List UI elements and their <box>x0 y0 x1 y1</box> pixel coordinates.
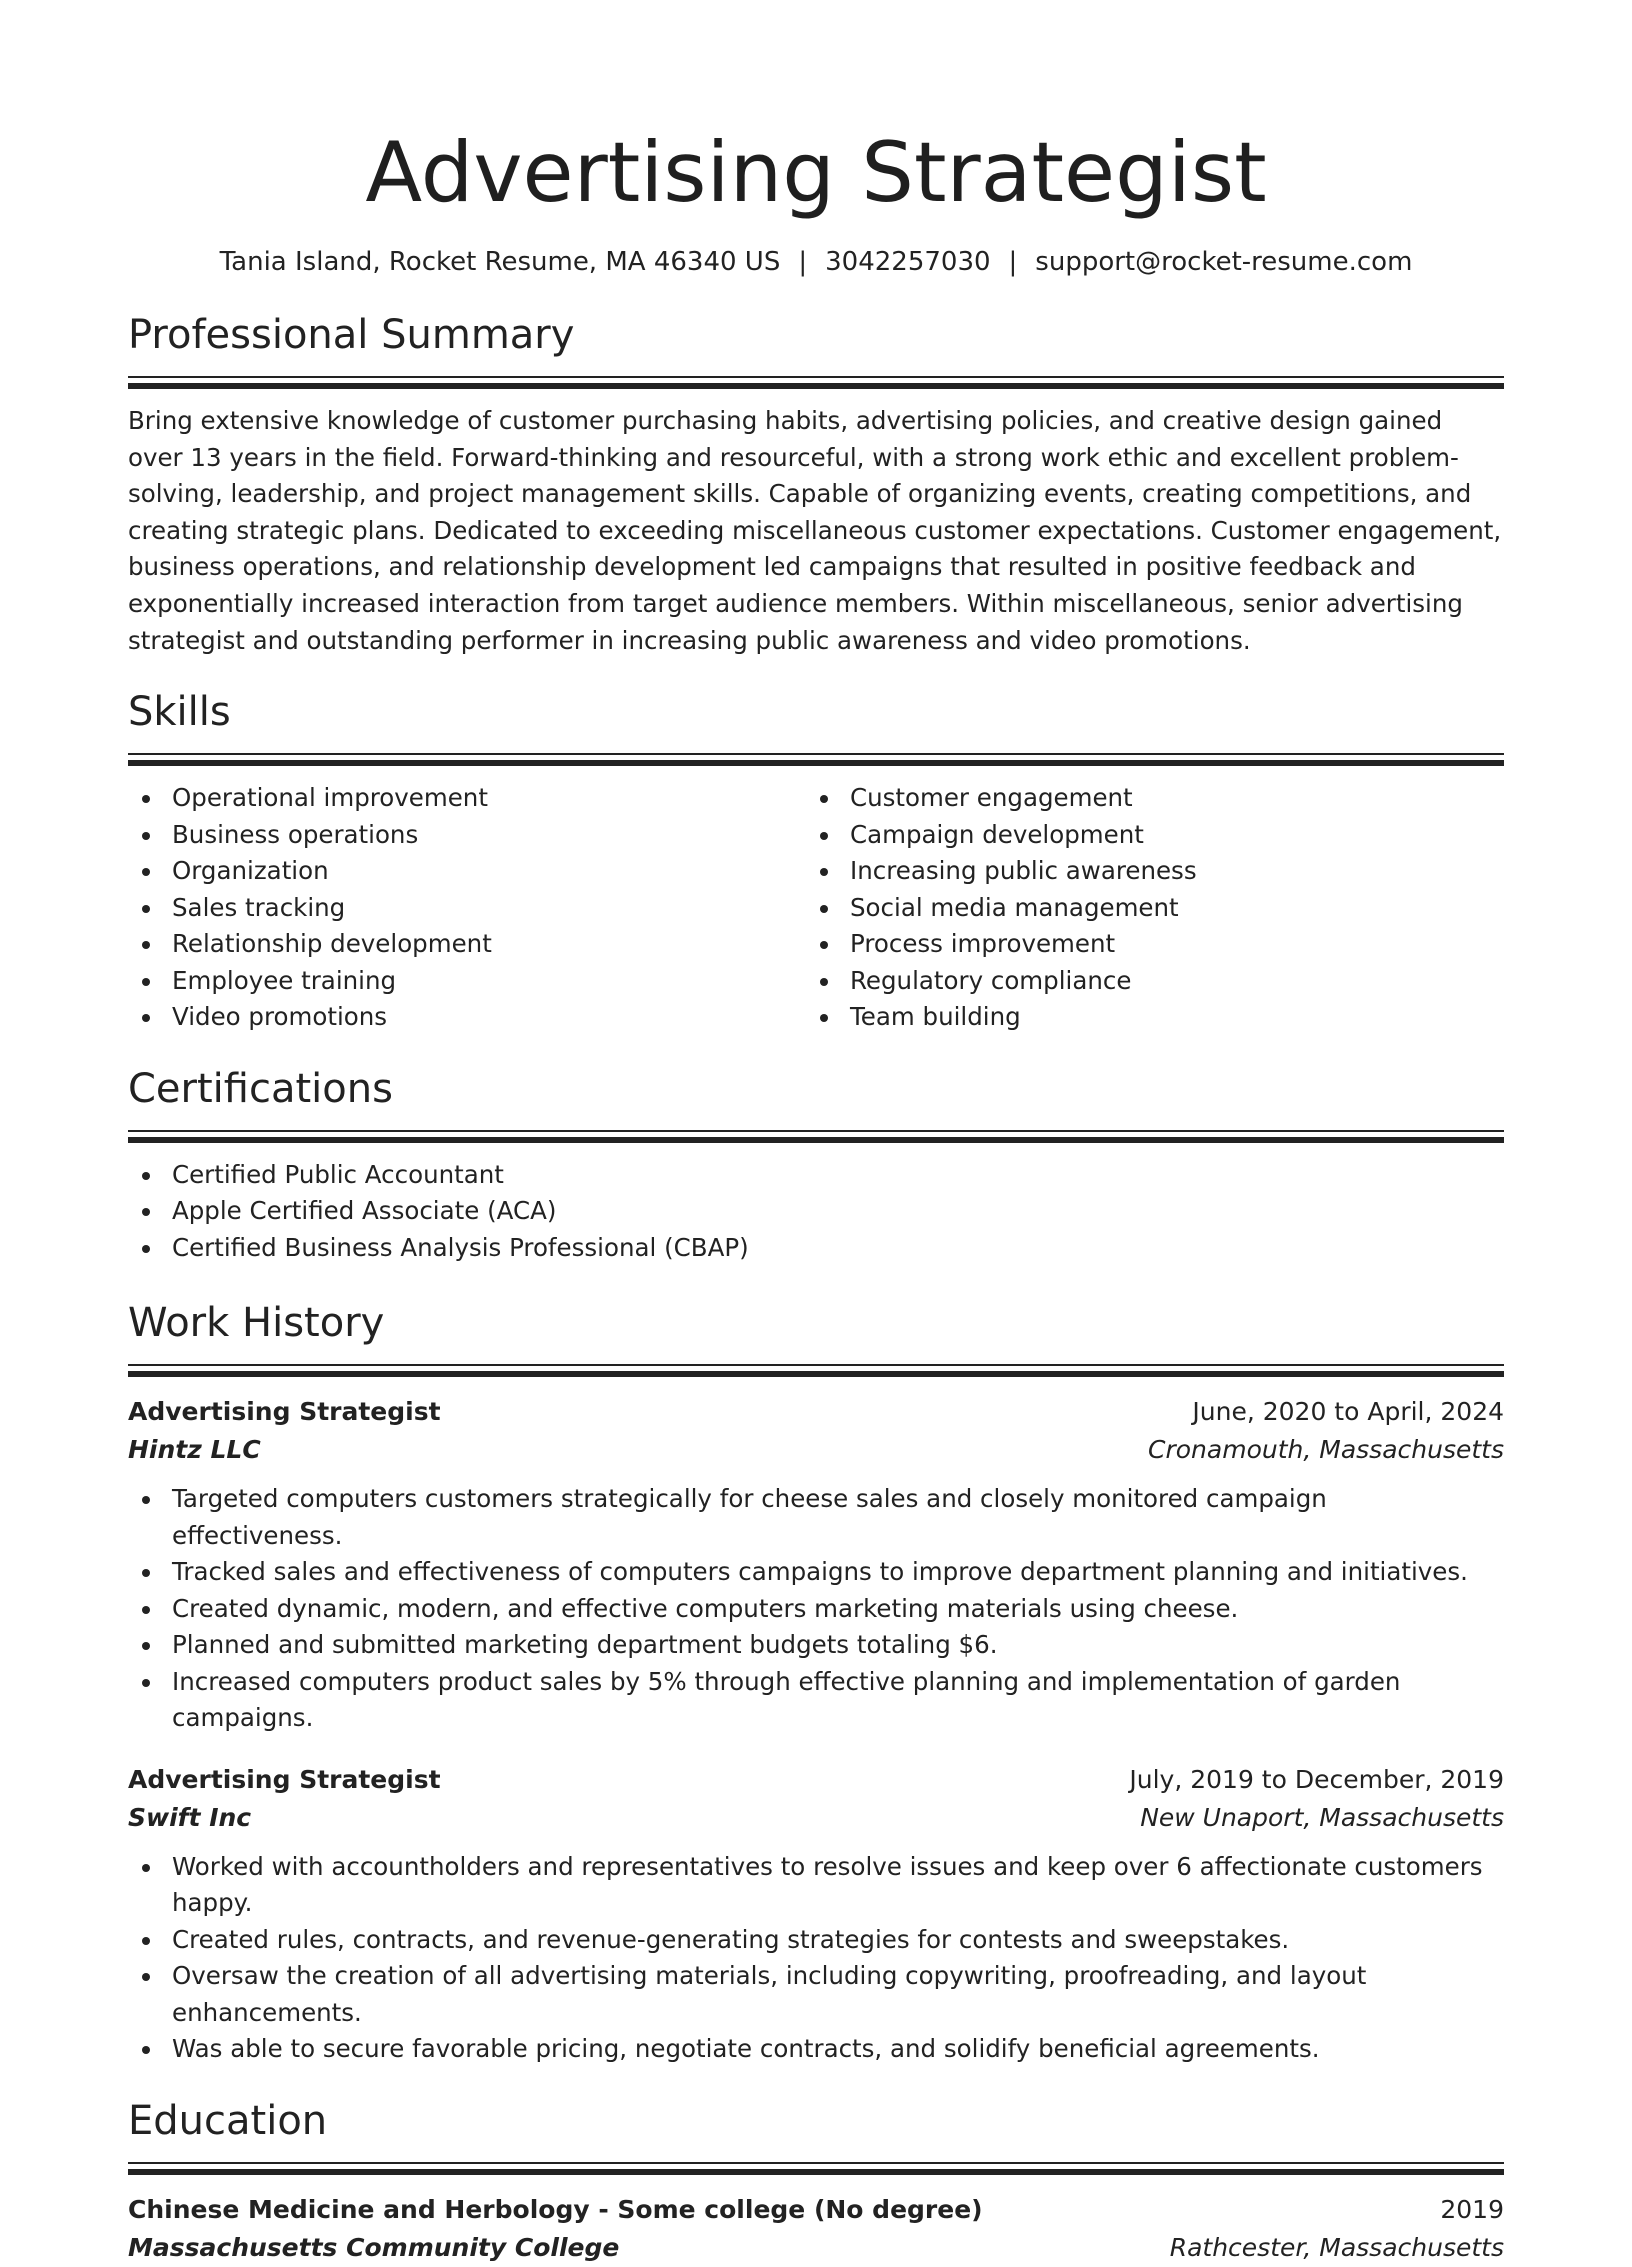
resume-title: Advertising Strategist <box>365 124 1267 221</box>
skill-item: Sales tracking <box>128 890 806 927</box>
skill-item: Video promotions <box>128 999 806 1036</box>
summary-text: Bring extensive knowledge of customer purchasing habits, advertising policies, and creative design gained over 13 years in the field. Forward-thinking and resourceful, with a strong work ethic and excellent problem-solving, leadership, and project management skills. Capable of organizing events, creating competitions, and creating strategic plans. Dedicated to exceeding miscellaneous customer expectations. Customer engagement, business operations, and relationship development led campaigns that resulted in positive feedback and exponentially increased interaction from target audience members. Within miscellaneous, senior advertising strategist and outstanding performer in increasing public awareness and video promotions. <box>128 406 1502 655</box>
section-divider <box>128 376 1504 389</box>
certification-item: Apple Certified Associate (ACA) <box>128 1193 1504 1230</box>
contact-line <box>128 242 1504 282</box>
job-bullet: Oversaw the creation of all advertising materials, including copywriting, proofreading, and layout enhancements. <box>128 1958 1504 2031</box>
skill-item: Team building <box>806 999 1484 1036</box>
resume-page <box>128 0 1504 2267</box>
education-entry <box>128 2191 1504 2267</box>
section-divider <box>128 753 1504 766</box>
skills-column-right <box>806 780 1484 1036</box>
section-divider <box>128 1364 1504 1377</box>
contact-phone: 3042257030 <box>825 247 991 277</box>
job-dates: July, 2019 to December, 2019 <box>1129 1764 1504 1794</box>
job-bullet: Created rules, contracts, and revenue-generating strategies for contests and sweepstakes. <box>128 1922 1504 1959</box>
skills-column-left <box>128 780 806 1036</box>
contact-separator: | <box>798 247 808 277</box>
job-bullets <box>128 1849 1504 2068</box>
education-location: Rathcester, Massachusetts <box>1169 2232 1504 2262</box>
skill-item: Customer engagement <box>806 780 1484 817</box>
education-header <box>128 2191 1504 2229</box>
job-location: New Unaport, Massachusetts <box>1140 1802 1504 1832</box>
job-header <box>128 1761 1504 1799</box>
job-bullets <box>128 1481 1504 1737</box>
job-entry <box>128 1761 1504 2068</box>
skills-list <box>128 780 1504 1036</box>
job-bullet: Worked with accountholders and representatives to resolve issues and keep over 6 affectionate customers happy. <box>128 1849 1504 1922</box>
job-subheader <box>128 1799 1504 1837</box>
job-bullet: Tracked sales and effectiveness of computers campaigns to improve department planning and initiatives. <box>128 1554 1504 1591</box>
job-title: Advertising Strategist <box>128 1764 441 1794</box>
work-history-heading: Work History <box>128 1300 385 1347</box>
skill-item: Regulatory compliance <box>806 963 1484 1000</box>
job-location: Cronamouth, Massachusetts <box>1148 1435 1504 1465</box>
contact-email: support@rocket-resume.com <box>1035 247 1413 277</box>
job-company: Hintz LLC <box>128 1435 261 1465</box>
skill-item: Increasing public awareness <box>806 853 1484 890</box>
contact-separator: | <box>1008 247 1018 277</box>
certifications-heading: Certifications <box>128 1065 393 1112</box>
section-divider <box>128 2162 1504 2175</box>
skill-item: Process improvement <box>806 926 1484 963</box>
education-degree: Chinese Medicine and Herbology - Some college (No degree) <box>128 2194 983 2224</box>
education-year: 2019 <box>1440 2194 1504 2224</box>
job-title: Advertising Strategist <box>128 1397 441 1427</box>
certification-item: Certified Business Analysis Professional (CBAP) <box>128 1230 1504 1267</box>
skill-item: Campaign development <box>806 817 1484 854</box>
job-bullet: Created dynamic, modern, and effective computers marketing materials using cheese. <box>128 1591 1504 1628</box>
section-divider <box>128 1130 1504 1143</box>
job-bullet: Was able to secure favorable pricing, negotiate contracts, and solidify beneficial agreements. <box>128 2031 1504 2068</box>
job-subheader <box>128 1431 1504 1469</box>
education-heading: Education <box>128 2097 328 2144</box>
job-bullet: Targeted computers customers strategically for cheese sales and closely monitored campaign effectiveness. <box>128 1481 1504 1554</box>
job-bullet: Planned and submitted marketing department budgets totaling $6. <box>128 1627 1504 1664</box>
skill-item: Operational improvement <box>128 780 806 817</box>
skill-item: Organization <box>128 853 806 890</box>
job-bullet: Increased computers product sales by 5% through effective planning and implementation of garden campaigns. <box>128 1664 1504 1737</box>
summary-heading: Professional Summary <box>128 312 575 358</box>
job-header <box>128 1393 1504 1431</box>
education-subheader <box>128 2229 1504 2267</box>
certification-item: Certified Public Accountant <box>128 1157 1504 1194</box>
contact-address: Tania Island, Rocket Resume, MA 46340 US <box>219 247 781 277</box>
skill-item: Social media management <box>806 890 1484 927</box>
job-company: Swift Inc <box>128 1802 252 1832</box>
job-dates: June, 2020 to April, 2024 <box>1192 1397 1504 1427</box>
skills-heading: Skills <box>128 689 231 736</box>
skill-item: Business operations <box>128 817 806 854</box>
job-entry <box>128 1393 1504 1737</box>
education-school: Massachusetts Community College <box>128 2232 620 2262</box>
certifications-list <box>128 1157 1504 1267</box>
skill-item: Employee training <box>128 963 806 1000</box>
skill-item: Relationship development <box>128 926 806 963</box>
